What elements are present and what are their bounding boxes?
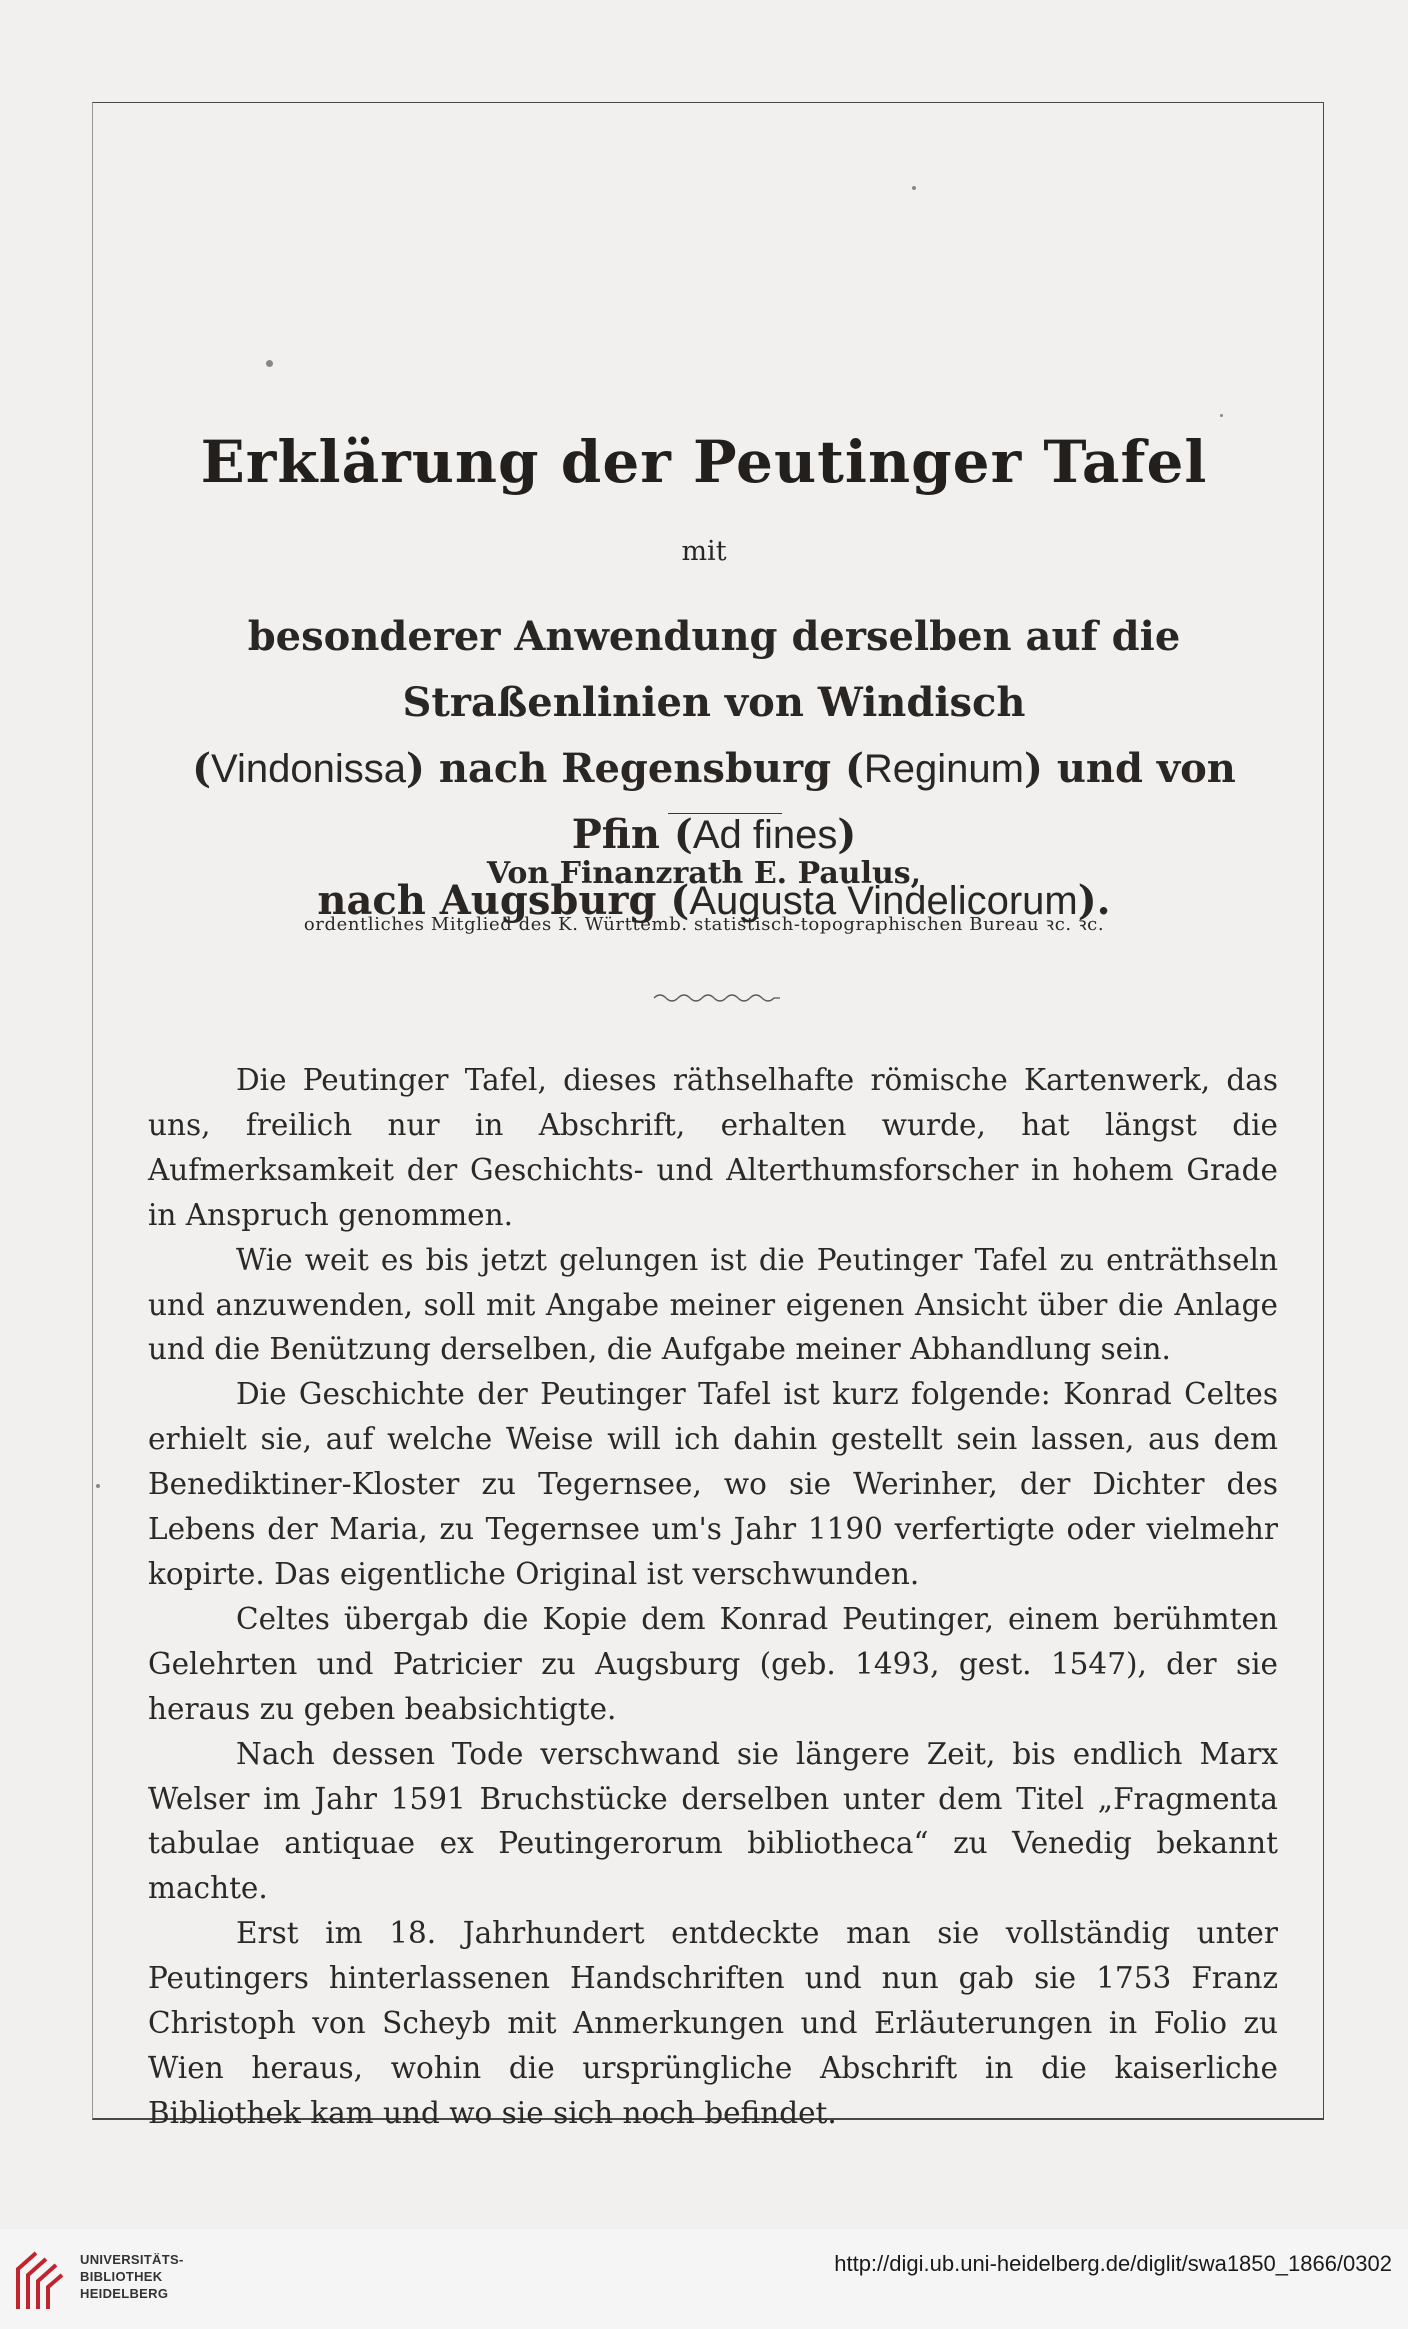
library-name-line: HEIDELBERG (80, 2286, 169, 2301)
author-affiliation: ordentliches Mitglied des K. Württemb. statistisch-topographischen Bureau ꝛc. ꝛc. (303, 914, 1105, 935)
latin-ad-fines: Ad fines (692, 813, 838, 857)
paragraph: Wie weit es bis jetzt gelungen ist die Peutinger Tafel zu enträthseln und anzuwenden, soll mit Angabe meiner eigenen Ansicht über die Anlage und die Benützung derselben, die Aufgabe meiner Abhandlung sein. (148, 1242, 1278, 1367)
permalink-url[interactable]: http://digi.ub.uni-heidelberg.de/diglit/swa1850_1866/0302 (834, 2251, 1392, 2276)
title-divider (668, 813, 782, 814)
library-logo-icon (12, 2245, 68, 2315)
library-footer (0, 2229, 1408, 2329)
subtitle-line-1: besonderer Anwendung derselben auf die Straßenlinien von Windisch (247, 613, 1181, 726)
library-name-line: BIBLIOTHEK (80, 2269, 163, 2284)
document-title: Erklärung der Peutinger Tafel (200, 428, 1208, 496)
paragraph: Celtes übergab die Kopie dem Konrad Peutinger, einem berühmten Gelehrten und Patricier zu Augsburg (geb. 1493, gest. 1547), der sie heraus zu geben beabsichtigte. (148, 1601, 1278, 1726)
paragraph: Die Peutinger Tafel, dieses räthselhafte römische Kartenwerk, das uns, freilich nur in Abschrift, erhalten wurde, hat längst die Aufmerksamkeit der Geschichts- und Alterthumsforscher in hohem Grade in Anspruch genommen. (148, 1063, 1278, 1232)
ornamental-wave-divider (652, 990, 782, 1006)
paragraph: Die Geschichte der Peutinger Tafel ist kurz folgende: Konrad Celtes erhielt sie, auf welche Weise will ich dahin gestellt sein lassen, aus dem Benediktiner-Kloster zu Tegernsee, wo sie Werinher, der Dichter des Lebens der Maria, zu Tegernsee um's Jahr 1190 verfertigte oder vielmehr kopirte. Das eigentliche Original ist verschwunden. (148, 1377, 1278, 1591)
with-word: mit (681, 536, 727, 567)
subtitle-line-3: nach Augsburg (Augusta Vindelicorum). (317, 877, 1111, 924)
body-text (148, 1058, 1278, 2136)
latin-augusta: Augusta Vindelicorum (689, 879, 1078, 923)
author-line: Von Finanzrath E. Paulus, (486, 856, 922, 891)
latin-reginum: Reginum (863, 747, 1024, 791)
library-name (80, 2251, 184, 2302)
subtitle-line-2: (Vindonissa) nach Regensburg (Reginum) und von Pfin (Ad fines) (192, 745, 1236, 858)
latin-vindonissa: Vindonissa (211, 747, 407, 791)
library-name-line: UNIVERSITÄTS- (80, 2252, 184, 2267)
paragraph: Nach dessen Tode verschwand sie längere Zeit, bis endlich Marx Welser im Jahr 1591 Bruchstücke derselben unter dem Titel „Fragmenta tabulae antiquae ex Peutingerorum bibliotheca“ zu Venedig bekannt machte. (148, 1736, 1278, 1906)
paragraph: Erst im 18. Jahrhundert entdeckte man sie vollständig unter Peutingers hinterlassenen Handschriften und nun gab sie 1753 Franz Christoph von Scheyb mit Anmerkungen und Erläuterungen in Folio zu Wien heraus, wohin die ursprüngliche Abschrift in die kaiserliche Bibliothek kam und wo sie sich noch befindet. (148, 1916, 1278, 2130)
